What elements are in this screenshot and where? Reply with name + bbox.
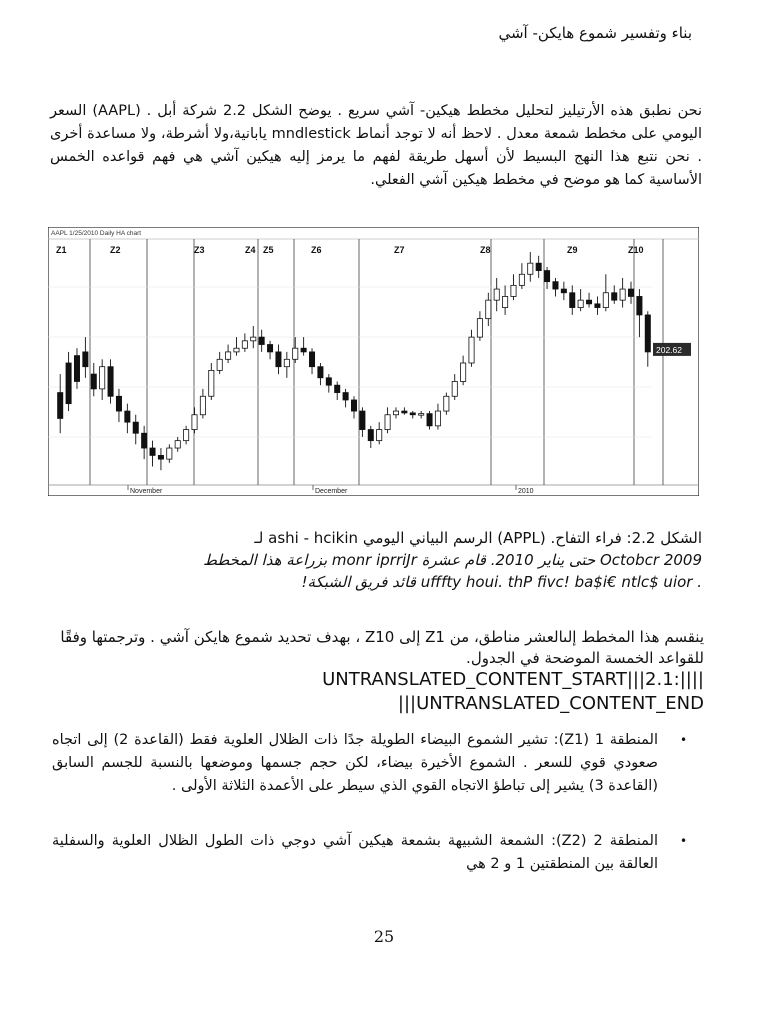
candle-body — [242, 341, 247, 348]
candle-body — [91, 374, 96, 389]
candle-body — [452, 381, 457, 396]
candle-body — [351, 400, 356, 411]
candle-body — [74, 356, 79, 382]
candle-body — [209, 370, 214, 396]
zone-label: Z1 — [56, 245, 67, 255]
candle-body — [133, 422, 138, 433]
candle-body — [142, 433, 147, 448]
candle-body — [284, 359, 289, 366]
bullet-marker-1: • — [680, 733, 688, 747]
candle-body — [578, 300, 583, 307]
caption-line-1: الشكل 2.2: فراء التفاح. (APPL) الرسم البياني اليومي ashi - hcikin لـ — [254, 529, 702, 547]
candle-body — [511, 285, 516, 296]
candle-body — [435, 411, 440, 426]
candle-body — [377, 430, 382, 441]
zone-label: Z7 — [394, 245, 405, 255]
candle-body — [158, 455, 163, 459]
candle-body — [477, 319, 482, 337]
candle-body — [427, 414, 432, 426]
candle-body — [259, 337, 264, 344]
untranslated-start: UNTRANSLATED_CONTENT_START|||2.1:|||| — [322, 669, 704, 690]
candle-body — [461, 363, 466, 381]
candle-body — [570, 293, 575, 308]
candle-body — [83, 352, 88, 367]
x-tick-label: 2010 — [518, 488, 534, 495]
candle-body — [175, 441, 180, 448]
candle-body — [200, 396, 205, 414]
candle-body — [536, 263, 541, 270]
zone-label: Z2 — [110, 245, 121, 255]
candle-body — [402, 411, 407, 413]
candle-body — [645, 315, 650, 352]
candle-body — [326, 378, 331, 385]
bullet-zone-2: المنطقة 2 (Z2): الشمعة الشبيهة بشمعة هيكين آشي دوجي ذات الطول الظلال العلوية والسفلية العالقة بين المنطقتين 1 و 2 هي — [52, 833, 658, 872]
x-tick-label: November — [130, 488, 163, 495]
candle-body — [360, 411, 365, 429]
candle-body — [100, 367, 105, 389]
chart-header-text: AAPL 1/25/2010 Daily HA chart — [51, 230, 142, 237]
x-tick-label: December — [315, 488, 348, 495]
candle-body — [620, 289, 625, 300]
candle-body — [385, 415, 390, 430]
untranslated-marker — [52, 668, 704, 716]
candle-body — [502, 296, 507, 307]
untranslated-end: |||UNTRANSLATED_CONTENT_END — [397, 693, 704, 714]
candle-body — [368, 430, 373, 441]
caption-line-2: Octobcr 2009 حتى يناير 2010. قام عشرة monr iprriJr بزراعة هذا المخطط — [203, 551, 702, 569]
candle-body — [125, 411, 130, 422]
candle-body — [553, 282, 558, 289]
bullet-zone-1: المنطقة 1 (Z1): تشير الشموع البيضاء الطويلة جدًا ذات الظلال العلوية فقط (القاعدة 2) إلى اتجاه صعودي قوي للسعر . الشموع الأخيرة بيضاء، لكن حجم جسمها وموضعها بالنسبة للجسم السابق (القاعدة 3) يشير إلى تباطؤ الاتجاه القوي الذي سيطر على الأعمدة الثلاثة الأولى . — [52, 732, 658, 794]
candle-body — [419, 414, 424, 416]
zones-paragraph: ينقسم هذا المخطط إلىالعشر مناطق، من Z1 إلى Z10 ، بهدف تحديد شموع هايكن آشي . وترجمتها وفقًا للقواعد الخمسة الموضحة في الجدول. — [60, 628, 704, 667]
candle-body — [301, 348, 306, 352]
candle-body — [628, 289, 633, 296]
candle-body — [192, 415, 197, 430]
candle-body — [544, 271, 549, 282]
candle-body — [343, 393, 348, 400]
candle-body — [637, 296, 642, 314]
candle-body — [267, 345, 272, 352]
figure-caption — [52, 527, 702, 593]
bullet-marker-2: • — [680, 834, 688, 848]
candle-body — [225, 352, 230, 359]
candle-body — [444, 396, 449, 411]
chart-frame — [48, 227, 699, 496]
page-number: 25 — [373, 927, 395, 946]
price-label: 202.62 — [656, 344, 682, 355]
candle-body — [167, 448, 172, 459]
candle-body — [595, 304, 600, 308]
candle-body — [116, 396, 121, 411]
candle-body — [486, 300, 491, 318]
candle-body — [335, 385, 340, 392]
zone-label: Z10 — [628, 245, 644, 255]
candle-body — [234, 348, 239, 352]
candle-body — [108, 367, 113, 397]
candle-body — [393, 411, 398, 415]
candle-body — [293, 348, 298, 359]
candle-body — [586, 300, 591, 304]
zone-label: Z5 — [263, 245, 274, 255]
zone-label: Z6 — [311, 245, 322, 255]
candle-body — [603, 293, 608, 308]
intro-paragraph: نحن نطبق هذه الأرتيليز لتحليل مخطط هيكين- آشي سريع . يوضح الشكل 2.2 شركة أبل . (AAPL) السعر اليومي على مخطط شمعة معدل . لاحظ أنه لا توجد أنماط mndlestick يابانية،ولا أشرطة، ولا مساعدة أخرى . نحن نتبع هذا النهج البسيط لأن أسهل طريقة لفهم ما يرمز إليه هيكين آشي هي فهم قواعده الخمس الأساسية كما هو موضح في مخطط هيكين آشي الفعلي. — [50, 103, 703, 188]
candle-body — [251, 337, 256, 341]
candle-body — [528, 263, 533, 274]
candle-body — [276, 352, 281, 367]
candle-body — [494, 289, 499, 300]
candle-body — [410, 413, 415, 415]
candle-body — [612, 293, 617, 300]
candle-body — [150, 448, 155, 455]
zone-label: Z9 — [567, 245, 578, 255]
heikin-ashi-chart — [48, 227, 699, 496]
candle — [444, 393, 449, 415]
candle-body — [469, 337, 474, 363]
zone-label: Z3 — [194, 245, 205, 255]
zone-label: Z8 — [480, 245, 491, 255]
caption-line-3: . ufffty houi. thP fivc! ba$i€ ntlc$ uior قائد فريق الشبكة! — [301, 573, 702, 591]
candle-body — [309, 352, 314, 367]
candle-body — [318, 367, 323, 378]
page-header: بناء وتفسير شموع هايكن- آشي — [498, 24, 692, 42]
candle-body — [561, 289, 566, 293]
candle-body — [184, 430, 189, 441]
candle-body — [217, 359, 222, 370]
candle-body — [66, 363, 71, 404]
candle-body — [58, 393, 63, 419]
zone-label: Z4 — [245, 245, 256, 255]
candle-body — [519, 274, 524, 285]
